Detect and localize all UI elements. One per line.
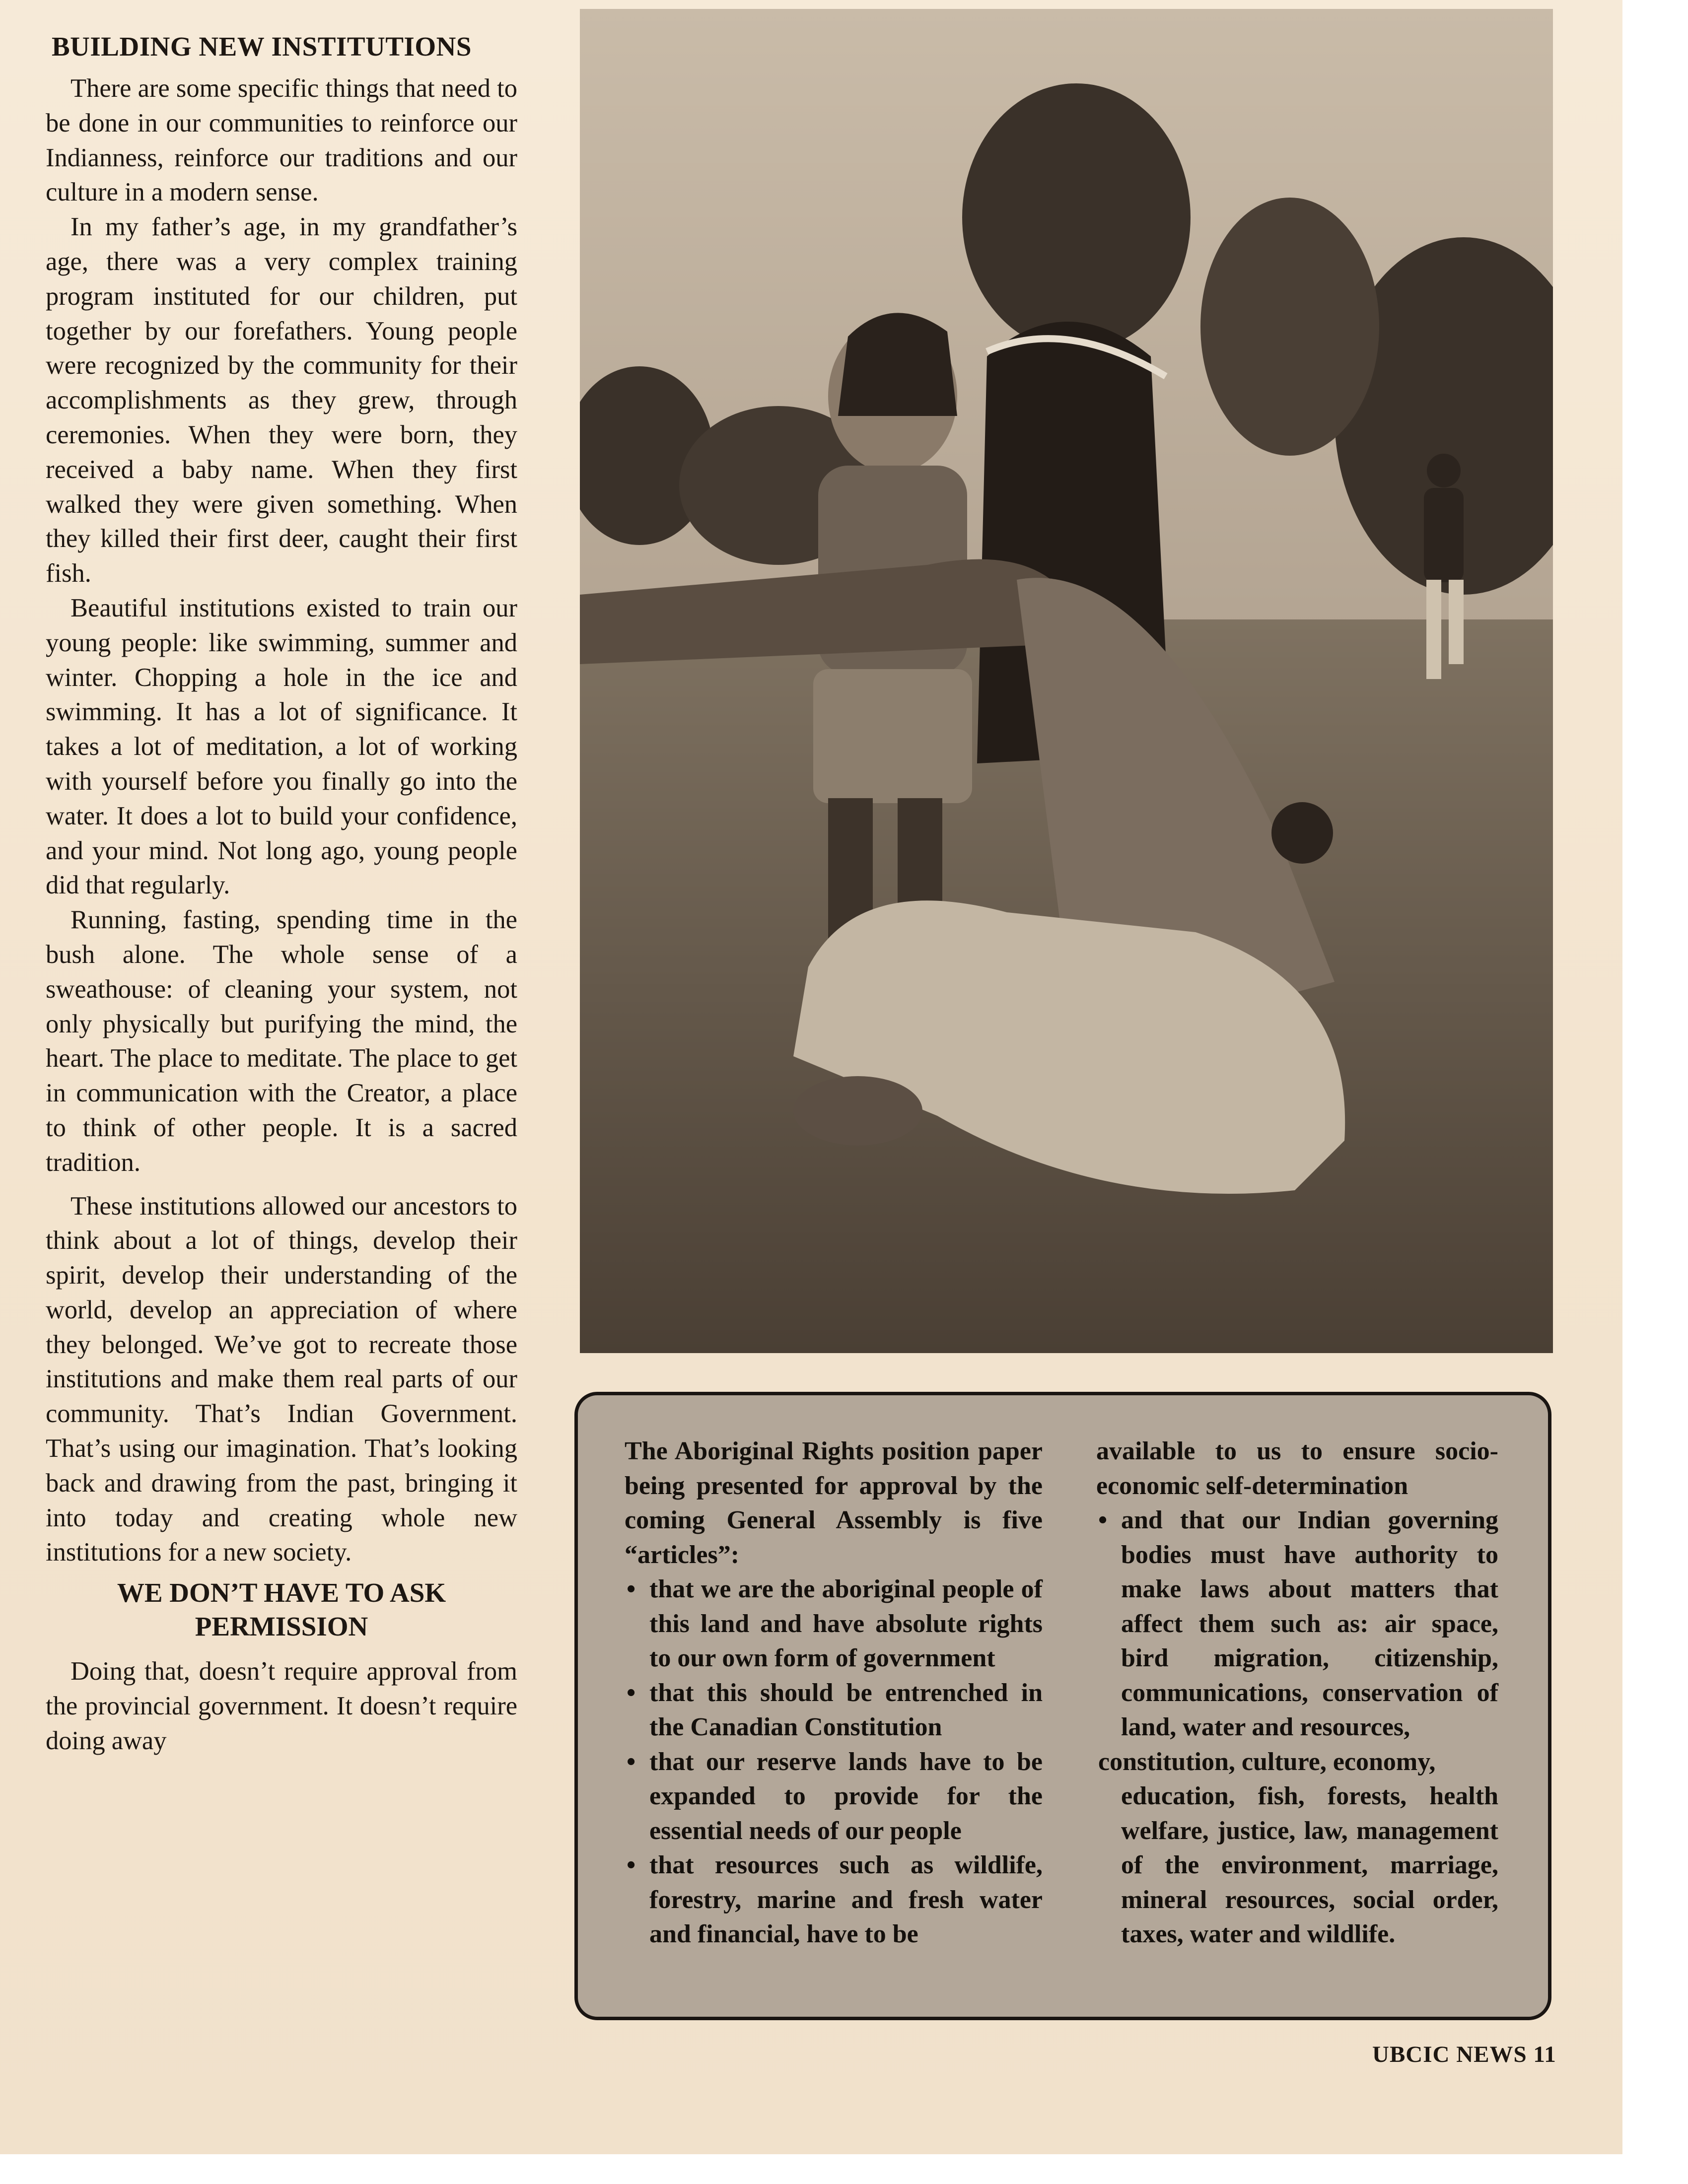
- sidebar-bullet-1: • that we are the aboriginal people of this land and have absolute rights to our own form of government: [625, 1572, 1043, 1676]
- sidebar-column-left: [625, 1434, 1043, 1952]
- page-footer-label: UBCIC NEWS 11: [1372, 2042, 1556, 2067]
- article-paragraph-6: Doing that, doesn’t require approval from the provincial government. It doesn’t require doing away: [46, 1657, 517, 1755]
- sidebar-bullet-list-continued: [1096, 1503, 1498, 1745]
- sidebar-column-right: [1096, 1434, 1498, 1952]
- sidebar-bullet-5-end: education, fish, forests, health welfare, justice, law, management of the environment, marriage, mineral resources, social order, taxes, water and wildlife.: [1121, 1782, 1498, 1948]
- sidebar-bullet-list: [625, 1572, 1043, 1952]
- sidebar-bullet-4-continued: available to us to ensure socio-economic self-determination: [1096, 1437, 1498, 1500]
- sidebar-bullet-5-outdent: constitution, culture, economy,: [1098, 1747, 1436, 1776]
- article-heading: BUILDING NEW INSTITUTIONS: [52, 31, 472, 62]
- article-subheading: WE DON’T HAVE TO ASK PERMISSION: [117, 1577, 446, 1642]
- sidebar-bullet-5: • and that our Indian governing bodies must have authority to make laws about matters that affect them such as: air space, bird migration, citizenship, communications, conservation of land, water and resources,: [1096, 1503, 1498, 1745]
- sidebar-bullet-4: • that resources such as wildlife, forestry, marine and fresh water and financial, have to be: [625, 1848, 1043, 1952]
- article-paragraph-2: In my father’s age, in my grandfather’s age, there was a very complex training program instituted for our children, put together by our forefathers. Young people were recognized by the community for their accomplishments as they grew, through ceremonies. When they were born, they received a baby name. When they first walked they were given something. When they killed their first deer, caught their first fish.: [46, 212, 517, 588]
- sidebar-intro: The Aboriginal Rights position paper being presented for approval by the coming General Assembly is five “articles”:: [625, 1437, 1043, 1569]
- aboriginal-rights-sidebar: [574, 1392, 1551, 2020]
- article-paragraph-3: Beautiful institutions existed to train our young people: like swimming, summer and winter. Chopping a hole in the ice and swimming. It has a lot of significance. It takes a lot of meditation, a lot of working with yourself before you finally go into the water. It does a lot to build your confidence, and your mind. Not long ago, young people did that regularly.: [46, 593, 517, 900]
- photo-woman-and-child: [580, 9, 1553, 1353]
- sidebar-bullet-2: • that this should be entrenched in the Canadian Constitution: [625, 1676, 1043, 1745]
- article-paragraph-1: There are some specific things that need to be done in our communities to reinforce our Indianness, reinforce our traditions and our culture in a modern sense.: [46, 74, 517, 207]
- article-paragraph-5: These institutions allowed our ancestors to think about a lot of things, develop their spirit, develop their understanding of the world, develop an appreciation of where they belonged. We’ve got to recreate those institutions and make them real parts of our community. That’s Indian Government. That’s using our imagination. That’s looking back and drawing from the past, bringing it into today and creating whole new institutions for a new society.: [46, 1191, 517, 1567]
- article-column: [46, 28, 517, 1759]
- sidebar-bullet-3: • that our reserve lands have to be expanded to provide for the essential needs of our people: [625, 1745, 1043, 1848]
- photo-illustration: [580, 9, 1553, 1353]
- article-paragraph-4: Running, fasting, spending time in the bush alone. The whole sense of a sweathouse: of cleaning your system, not only physically but purifying the mind, the heart. The place to meditate. The place to get in communication with the Creator, a place to think of other people. It is a sacred tradition.: [46, 905, 517, 1177]
